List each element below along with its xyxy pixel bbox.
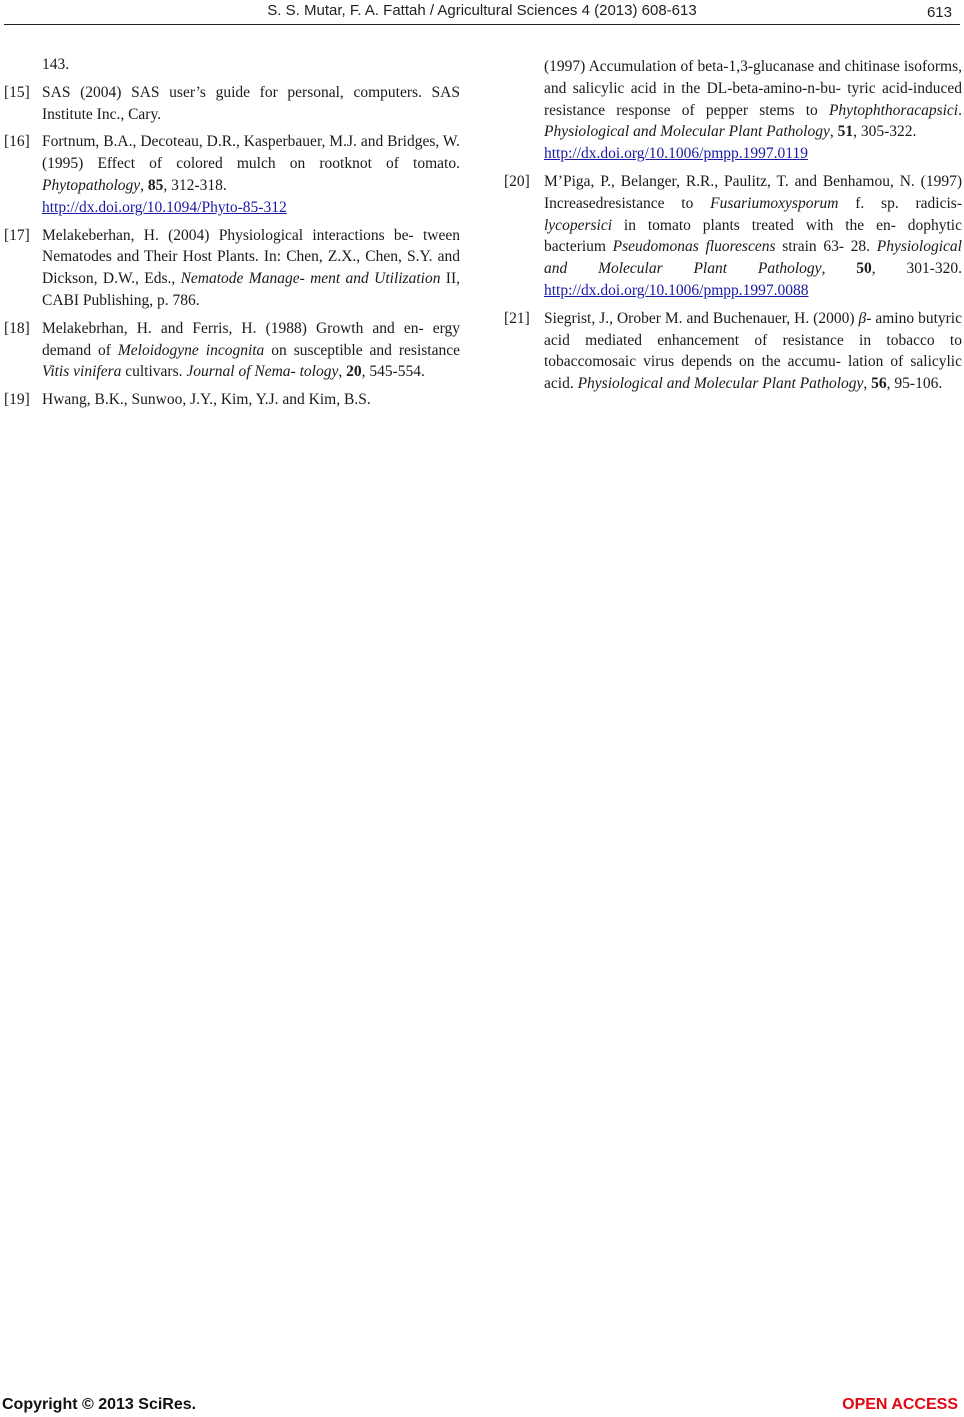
reference-number: [19] xyxy=(4,391,30,409)
left-column xyxy=(4,54,460,417)
citation-authors: M’Piga, P., Belanger, R.R., Paulitz, T. and Benhamou, N. (1997) Increasedresistance to xyxy=(544,172,962,212)
separator: , xyxy=(863,375,872,393)
page-number: 613 xyxy=(926,4,952,21)
species-name: Pseudomonas fluorescens xyxy=(612,238,776,256)
pages: , 301-320. xyxy=(871,260,963,278)
pages: , 95-106. xyxy=(886,375,943,393)
reference-18 xyxy=(4,318,460,383)
reference-16 xyxy=(4,131,460,218)
citation-text: - amino butyric acid mediated enhancement of resistance in tobacco to tobaccomosaic virus depends on the accumu- lation of salicylic acid. xyxy=(544,309,962,393)
species-name: Fusariumoxysporum xyxy=(710,194,839,212)
species-name: Vitis vinifera xyxy=(42,363,122,381)
volume: 85 xyxy=(147,176,164,194)
header-divider xyxy=(4,24,960,25)
running-header: S. S. Mutar, F. A. Fattah / Agricultural Sciences 4 (2013) 608-613 xyxy=(267,2,697,19)
pages: , 305-322. xyxy=(853,123,917,141)
reference-text: SAS (2004) SAS user’s guide for personal, computers. SAS Institute Inc., Cary. xyxy=(42,83,460,123)
volume: 56 xyxy=(871,375,887,393)
reference-continuation xyxy=(504,56,962,165)
reference-20 xyxy=(504,171,962,302)
citation-authors: Melakeberhan, H. (2004) Physiological interactions be- tween Nematodes and Their Host Plants. In: Chen, Z.X., Chen, S.Y. and Dickson, D.W., Eds., xyxy=(42,226,460,288)
reference-text xyxy=(42,225,460,312)
reference-number: [17] xyxy=(4,226,30,244)
copyright-notice: Copyright © 2013 SciRes. xyxy=(2,1396,197,1413)
doi-link[interactable]: http://dx.doi.org/10.1006/pmpp.1997.0088 xyxy=(544,281,809,299)
pages: , 312-318. xyxy=(163,176,227,194)
pages: , 545-554. xyxy=(361,363,425,381)
journal-name: Physiological and Molecular Plant Pathology xyxy=(544,123,830,141)
citation-authors: Fortnum, B.A., Decoteau, D.R., Kasperbauer, M.J. and Bridges, W. (1995) Effect of colored mulch on rootknot of tomato. xyxy=(42,133,460,173)
volume: 51 xyxy=(837,123,854,141)
separator: , xyxy=(140,176,148,194)
reference-19 xyxy=(4,389,460,411)
citation-text: (1997) Accumulation of beta-1,3-glucanase and chitinase isoforms, and salicylic acid in the DL-beta-amino-n-bu- tyric acid-induced resistance response of pepper stems to xyxy=(544,58,962,119)
journal-name: Physiological and Molecular Plant Pathology xyxy=(577,375,864,393)
reference-17 xyxy=(4,225,460,312)
citation-text: cultivars. xyxy=(121,363,187,381)
reference-text xyxy=(42,318,460,383)
reference-number: [16] xyxy=(4,133,30,151)
open-access-label: OPEN ACCESS xyxy=(842,1396,958,1413)
citation-text: on susceptible and resistance xyxy=(264,341,460,359)
citation-text: strain 63- 28. xyxy=(775,238,877,256)
book-title: Nematode Manage- ment and Utilization xyxy=(180,270,441,288)
species-name: Meloidogyne incognita xyxy=(117,341,265,359)
separator: , xyxy=(338,363,347,381)
reference-text xyxy=(544,171,962,302)
doi-link[interactable]: http://dx.doi.org/10.1094/Phyto-85-312 xyxy=(42,198,287,216)
reference-number: [15] xyxy=(4,83,30,101)
separator: , xyxy=(829,123,838,141)
reference-number: [20] xyxy=(504,172,530,190)
reference-continuation: 143. xyxy=(42,56,70,73)
publisher: II, CABI Publishing, p. 786. xyxy=(42,270,461,309)
separator: , xyxy=(821,260,857,278)
reference-text xyxy=(42,131,460,218)
beta-symbol: β xyxy=(858,309,867,327)
volume: 50 xyxy=(856,260,872,278)
reference-15 xyxy=(4,82,460,126)
citation-text: f. sp. radicis- xyxy=(838,194,962,212)
citation-authors: Melakebrhan, H. and Ferris, H. (1988) Growth and en- ergy demand of xyxy=(42,319,460,359)
reference-21 xyxy=(504,308,962,395)
journal-name: Phytopathology xyxy=(42,176,141,194)
reference-text: Hwang, B.K., Sunwoo, J.Y., Kim, Y.J. and Kim, B.S. xyxy=(42,391,371,409)
reference-number: [21] xyxy=(504,309,530,327)
citation-text: in tomato plants treated with the en- dophytic bacterium xyxy=(544,216,962,256)
right-column xyxy=(504,56,962,401)
species-name: Phytophthoracapsici xyxy=(828,101,959,119)
species-name: lycopersici xyxy=(544,216,613,234)
separator: . xyxy=(958,101,962,119)
volume: 20 xyxy=(346,363,362,381)
reference-number: [18] xyxy=(4,319,30,337)
journal-name: Journal of Nema- tology xyxy=(186,363,339,381)
doi-link[interactable]: http://dx.doi.org/10.1006/pmpp.1997.0119 xyxy=(544,145,808,163)
reference-text xyxy=(544,308,962,395)
journal-name: Physiological and Molecular Plant Pathology xyxy=(544,238,962,278)
citation-authors: Siegrist, J., Orober M. and Buchenauer, H. (2000) xyxy=(544,309,859,327)
